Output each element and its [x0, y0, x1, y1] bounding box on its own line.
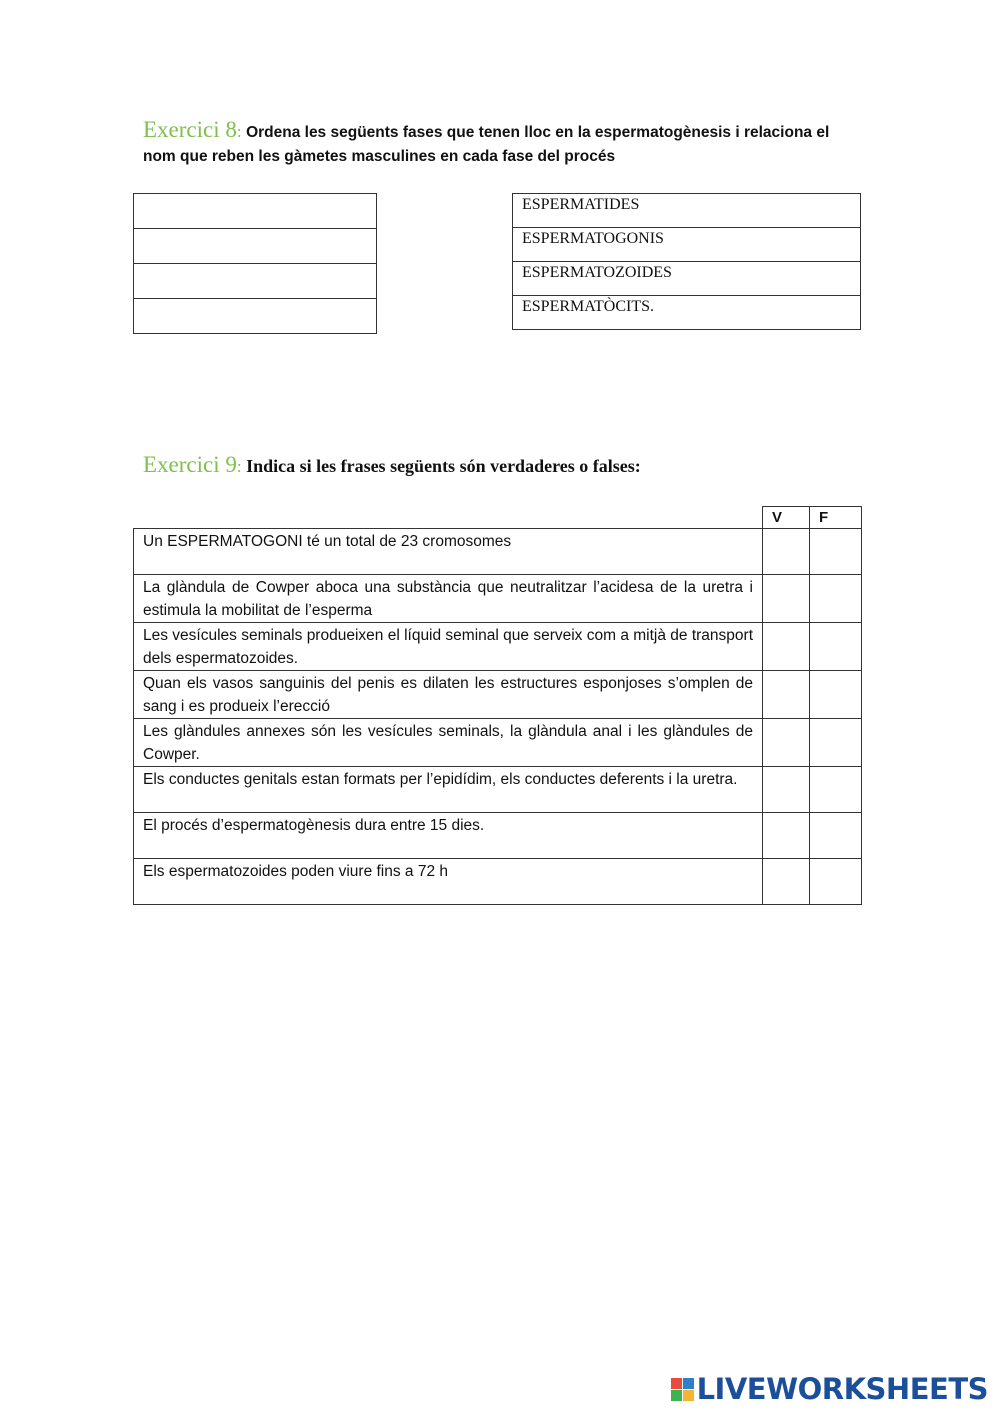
false-answer-cell[interactable]: [810, 671, 862, 719]
statement-text: Quan els vasos sanguinis del penis es dilaten les estructures esponjoses s’omplen de sang i es produeix l’erecció: [134, 671, 763, 719]
gamete-names-table: [512, 193, 861, 330]
false-answer-cell[interactable]: [810, 767, 862, 813]
statement-text: El procés d’espermatogènesis dura entre 15 dies.: [134, 813, 763, 859]
order-answer-cell[interactable]: [134, 194, 377, 229]
table-row: [134, 575, 862, 623]
true-answer-cell[interactable]: [763, 719, 810, 767]
logo-square-green: [671, 1390, 682, 1401]
header-spacer: [134, 507, 763, 529]
gamete-name-cell: ESPERMATOZOIDES: [513, 262, 861, 296]
table-row: [134, 623, 862, 671]
liveworksheets-logo[interactable]: [671, 1372, 988, 1406]
logo-square-red: [671, 1378, 682, 1389]
false-answer-cell[interactable]: [810, 575, 862, 623]
table-row: [134, 529, 862, 575]
exercise-8-colon: :: [236, 122, 242, 141]
false-answer-cell[interactable]: [810, 813, 862, 859]
order-answer-cell[interactable]: [134, 299, 377, 334]
true-answer-cell[interactable]: [763, 859, 810, 905]
table-row: [134, 671, 862, 719]
false-answer-cell[interactable]: [810, 719, 862, 767]
liveworksheets-icon: [671, 1378, 694, 1401]
exercise-9-colon: :: [236, 457, 242, 476]
statement-text: Les vesícules seminals produeixen el líquid seminal que serveix com a mitjà de transport dels espermatozoides.: [134, 623, 763, 671]
gamete-name-cell: ESPERMATIDES: [513, 194, 861, 228]
table-row: [134, 719, 862, 767]
gamete-name-cell: ESPERMATÒCITS.: [513, 296, 861, 330]
true-answer-cell[interactable]: [763, 813, 810, 859]
logo-square-yellow: [683, 1390, 694, 1401]
brand-name: LIVEWORKSHEETS: [696, 1372, 988, 1406]
false-answer-cell[interactable]: [810, 623, 862, 671]
statement-text: Els espermatozoides poden viure fins a 72 h: [134, 859, 763, 905]
statement-text: Els conductes genitals estan formats per l’epidídim, els conductes deferents i la uretra.: [134, 767, 763, 813]
exercise-8-instruction: Ordena les següents fases que tenen lloc en la espermatogènesis i relaciona el nom que reben les gàmetes masculines en cada fase del procés: [143, 124, 830, 165]
false-answer-cell[interactable]: [810, 859, 862, 905]
true-answer-cell[interactable]: [763, 623, 810, 671]
column-false-header: F: [810, 507, 862, 529]
true-answer-cell[interactable]: [763, 767, 810, 813]
statement-text: La glàndula de Cowper aboca una substància que neutralitzar l’acidesa de la uretra i estimula la mobilitat de l’esperma: [134, 575, 763, 623]
order-answer-cell[interactable]: [134, 264, 377, 299]
statement-text: Un ESPERMATOGONI té un total de 23 cromosomes: [134, 529, 763, 575]
table-row: [134, 859, 862, 905]
exercise-9-label: Exercici 9: [143, 452, 237, 477]
order-answer-table: [133, 193, 377, 334]
table-row: [134, 767, 862, 813]
exercise-9-heading: [143, 453, 861, 480]
logo-square-blue: [683, 1378, 694, 1389]
exercise-8-label: Exercici 8: [143, 117, 237, 142]
exercise-9-instruction: Indica si les frases següents són verdaderes o falses:: [246, 456, 641, 476]
gamete-name-cell: ESPERMATOGONIS: [513, 228, 861, 262]
statement-text: Les glàndules annexes són les vesícules seminals, la glàndula anal i les glàndules de Cowper.: [134, 719, 763, 767]
true-false-table: [133, 506, 862, 905]
order-answer-cell[interactable]: [134, 229, 377, 264]
true-answer-cell[interactable]: [763, 575, 810, 623]
exercise-8-heading: [143, 118, 861, 169]
table-row: [134, 813, 862, 859]
true-answer-cell[interactable]: [763, 529, 810, 575]
column-true-header: V: [763, 507, 810, 529]
false-answer-cell[interactable]: [810, 529, 862, 575]
true-answer-cell[interactable]: [763, 671, 810, 719]
